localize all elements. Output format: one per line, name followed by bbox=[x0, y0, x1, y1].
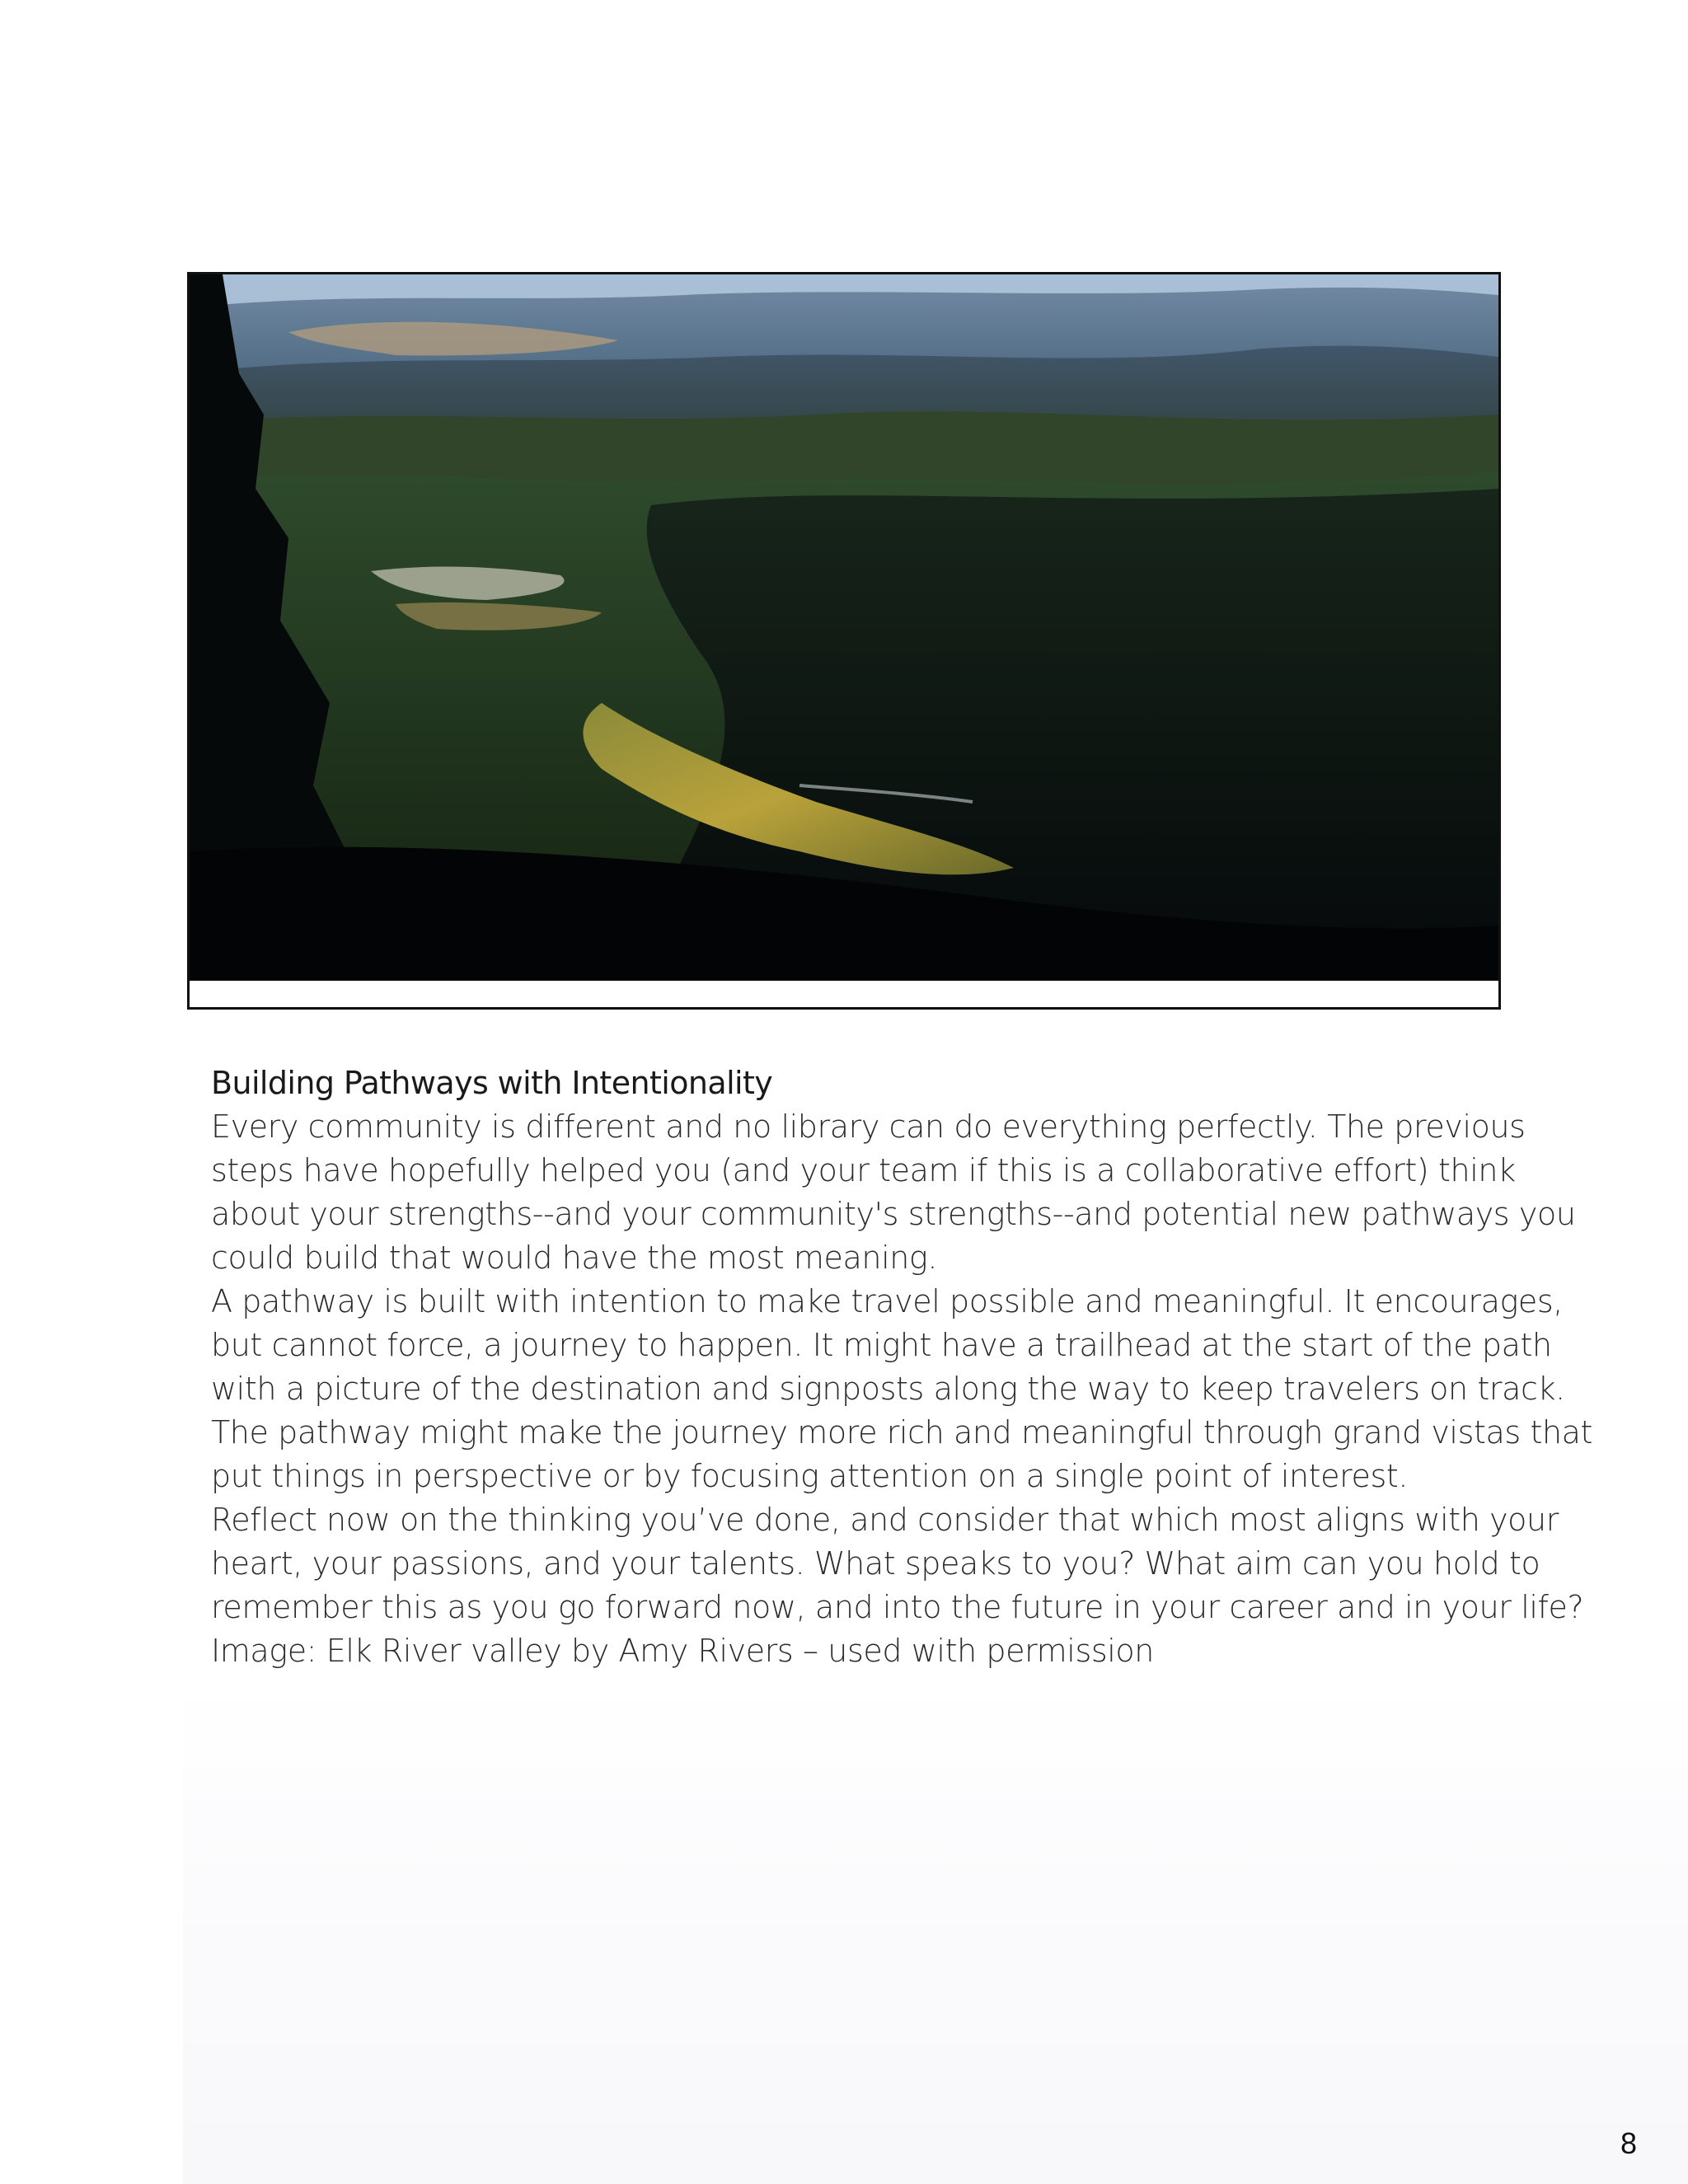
text-line: heart, your passions, and your talents. What speaks to you? What aim can you hold to bbox=[211, 1545, 1540, 1582]
page-number: 8 bbox=[1620, 2126, 1638, 2160]
text-line: The pathway might make the journey more rich and meaningful through grand vistas that bbox=[211, 1414, 1593, 1451]
text-line: steps have hopefully helped you (and your team if this is a collaborative effort) think bbox=[211, 1152, 1516, 1188]
text-line: could build that would have the most meaning. bbox=[211, 1240, 938, 1276]
text-line: with a picture of the destination and signposts along the way to keep travelers on track. bbox=[211, 1371, 1565, 1407]
image-credit: Image: Elk River valley by Amy Rivers – used with permission bbox=[211, 1633, 1154, 1669]
page-background bbox=[183, 1681, 1688, 2184]
text-line: Every community is different and no library can do everything perfectly. The previous bbox=[211, 1108, 1526, 1145]
text-line: put things in perspective or by focusing attention on a single point of interest. bbox=[211, 1458, 1409, 1494]
section-heading: Building Pathways with Intentionality bbox=[211, 1065, 773, 1101]
text-line: but cannot force, a journey to happen. It might have a trailhead at the start of the path bbox=[211, 1327, 1552, 1363]
text-line: A pathway is built with intention to make travel possible and meaningful. It encourages, bbox=[211, 1283, 1563, 1319]
elk-river-valley-image bbox=[190, 274, 1498, 981]
landscape-photo bbox=[187, 272, 1501, 1010]
text-line: remember this as you go forward now, and into the future in your career and in your life? bbox=[211, 1589, 1584, 1625]
text-line: Reflect now on the thinking you’ve done, and consider that which most aligns with your bbox=[211, 1502, 1559, 1538]
body-text bbox=[211, 1062, 1593, 1673]
text-line: about your strengths--and your community's strengths--and potential new pathways you bbox=[211, 1196, 1576, 1232]
